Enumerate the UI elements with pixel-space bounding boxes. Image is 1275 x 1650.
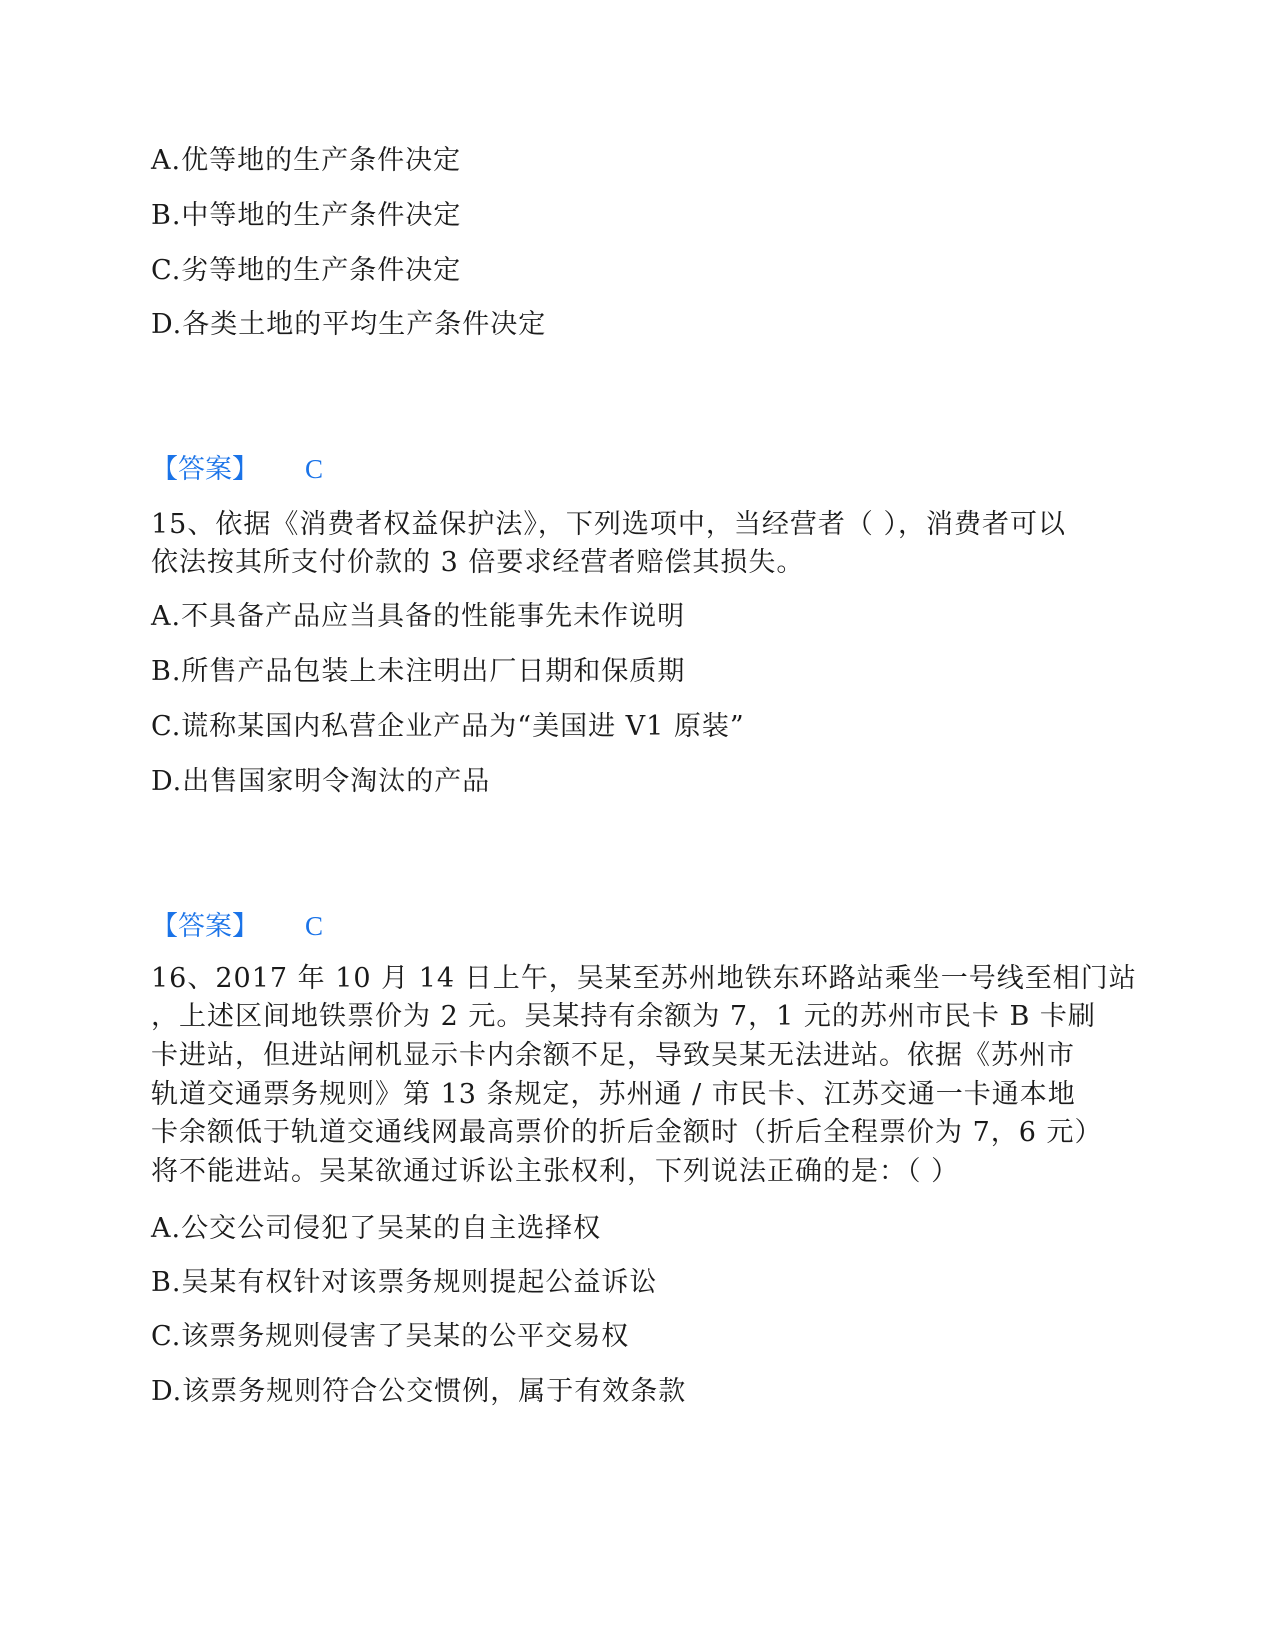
q16-stem-line-2: ，上述区间地铁票价为 2 元。吴某持有余额为 7，1 元的苏州市民卡 B 卡刷 (151, 1001, 1096, 1032)
q14-answer-label: 【答案】 (151, 454, 259, 485)
q15-option-b: B.所售产品包装上未注明出厂日期和保质期 (151, 656, 686, 687)
q14-option-d: D.各类土地的平均生产条件决定 (151, 309, 547, 340)
q16-option-d: D.该票务规则符合公交惯例，属于有效条款 (151, 1376, 687, 1407)
q16-option-a: A.公交公司侵犯了吴某的自主选择权 (151, 1213, 602, 1244)
q14-option-b: B.中等地的生产条件决定 (151, 200, 462, 231)
q14-option-c: C.劣等地的生产条件决定 (151, 255, 462, 286)
q14-answer (151, 452, 323, 487)
q14-answer-value: C (305, 454, 324, 484)
q15-stem-line-2: 依法按其所支付价款的 3 倍要求经营者赔偿其损失。 (151, 547, 805, 578)
q15-option-c: C.谎称某国内私营企业产品为“美国进 V1 原装” (151, 711, 745, 742)
q15-option-d: D.出售国家明令淘汰的产品 (151, 766, 491, 797)
q15-answer-value: C (305, 911, 324, 941)
q16-stem-line-3: 卡进站，但进站闸机显示卡内余额不足，导致吴某无法进站。依据《苏州市 (151, 1040, 1075, 1071)
q15-answer (151, 909, 323, 944)
q16-option-c: C.该票务规则侵害了吴某的公平交易权 (151, 1321, 630, 1352)
q14-option-a: A.优等地的生产条件决定 (151, 145, 462, 176)
q16-stem-line-6: 将不能进站。吴某欲通过诉讼主张权利，下列说法正确的是：（ ） (151, 1156, 960, 1187)
q16-stem-line-5: 卡余额低于轨道交通线网最高票价的折后金额时（折后全程票价为 7，6 元） (151, 1117, 1103, 1148)
q15-stem-line-1: 15、依据《消费者权益保护法》，下列选项中，当经营者（ ），消费者可以 (151, 509, 1066, 540)
q16-stem-line-1: 16、2017 年 10 月 14 日上午，吴某至苏州地铁东环路站乘坐一号线至相门站 (151, 963, 1137, 994)
q16-option-b: B.吴某有权针对该票务规则提起公益诉讼 (151, 1267, 658, 1298)
q15-answer-label: 【答案】 (151, 911, 259, 942)
q16-stem-line-4: 轨道交通票务规则》第 13 条规定，苏州通 / 市民卡、江苏交通一卡通本地 (151, 1079, 1076, 1110)
q15-option-a: A.不具备产品应当具备的性能事先未作说明 (151, 601, 686, 632)
